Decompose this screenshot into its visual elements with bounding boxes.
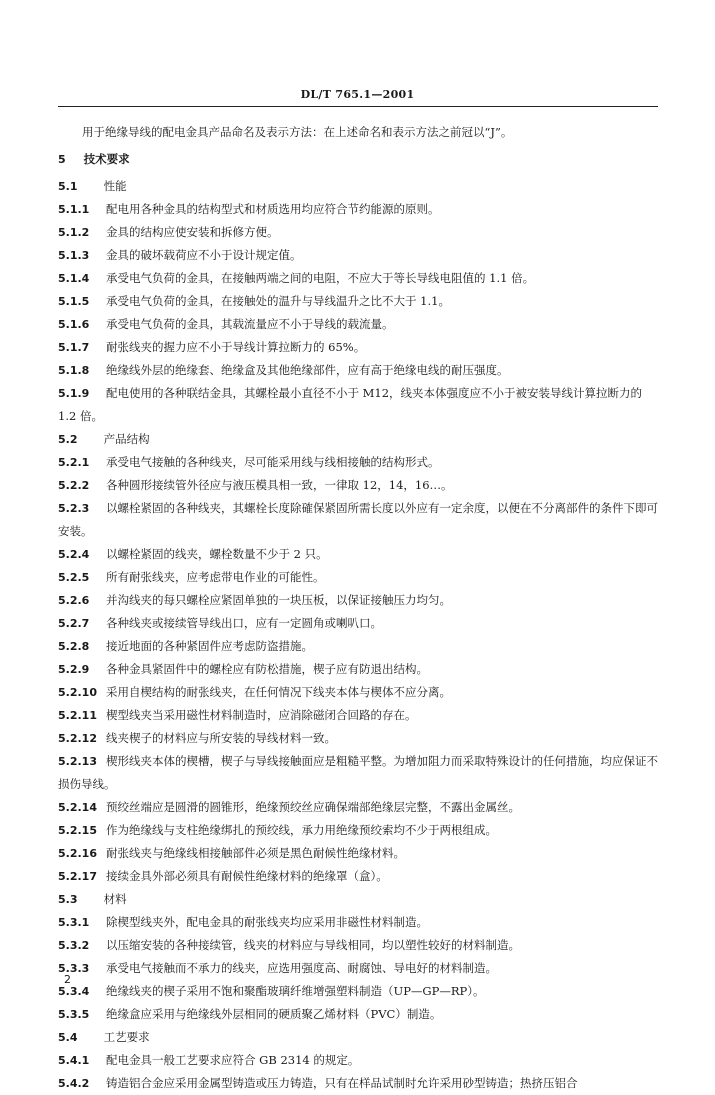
clause-5-2-10: 5.2.10 采用自楔结构的耐张线夹，在任何情况下线夹本体与楔体不应分离。 <box>58 685 451 699</box>
clause-5-1-3: 5.1.3 金具的破坏载荷应不小于设计规定值。 <box>58 248 302 262</box>
clause-5-2-12: 5.2.12 线夹楔子的材料应与所安装的导线材料一致。 <box>58 731 336 745</box>
clause-5-2-6: 5.2.6 并沟线夹的每只螺栓应紧固单独的一块压板，以保证接触压力均匀。 <box>58 593 451 607</box>
clause-5-2-5: 5.2.5 所有耐张线夹，应考虑带电作业的可能性。 <box>58 570 325 584</box>
clause-5-3-3: 5.3.3 承受电气接触而不承力的线夹，应选用强度高、耐腐蚀、导电好的材料制造。 <box>58 961 497 975</box>
section-5-heading <box>58 148 658 171</box>
clause-5-2-1: 5.2.1 承受电气接触的各种线夹，尽可能采用线与线相接触的结构形式。 <box>58 455 440 469</box>
clause-5-2-15: 5.2.15 作为绝缘线与支柱绝缘绑扎的预绞线，承力用绝缘预绞索均不少于两根组成。 <box>58 823 497 837</box>
clause-5-3-5: 5.3.5 绝缘盒应采用与绝缘线外层相同的硬质聚乙烯材料（PVC）制造。 <box>58 1007 442 1021</box>
clause-5-1-2: 5.1.2 金具的结构应使安装和拆修方便。 <box>58 225 279 239</box>
clause-5-2-14: 5.2.14 预绞丝端应是圆滑的圆锥形，绝缘预绞丝应确保端部绝缘层完整，不露出金属丝。 <box>58 800 520 814</box>
clause-5-2-11: 5.2.11 楔型线夹当采用磁性材料制造时，应消除磁闭合回路的存在。 <box>58 708 417 722</box>
section-title: 技术要求 <box>83 152 130 166</box>
page-number: 2 <box>64 973 71 986</box>
clause-5-1-4: 5.1.4 承受电气负荷的金具，在接触两端之间的电阻，不应大于等长导线电阻值的 1.1 倍。 <box>58 271 535 285</box>
clause-5-2-16: 5.2.16 耐张线夹与绝缘线相接触部件必须是黑色耐候性绝缘材料。 <box>58 846 405 860</box>
subsection-5-3-heading: 5.3 材料 <box>58 892 127 906</box>
clause-5-1-9: 5.1.9 配电使用的各种联结金具，其螺栓最小直径不小于 M12，线夹本体强度应不小于被安装导线计算拉断力的 1.2 倍。 <box>58 386 643 423</box>
clause-5-3-1: 5.3.1 除楔型线夹外，配电金具的耐张线夹均应采用非磁性材料制造。 <box>58 915 428 929</box>
clause-5-1-6: 5.1.6 承受电气负荷的金具，其载流量应不小于导线的载流量。 <box>58 317 394 331</box>
clause-5-3-4: 5.3.4 绝缘线夹的楔子采用不饱和聚酯玻璃纤维增强塑料制造（UP—GP—RP）。 <box>58 984 485 998</box>
intro-paragraph: 用于绝缘导线的配电金具产品命名及表示方法：在上述命名和表示方法之前冠以“J”。 <box>82 125 513 139</box>
clause-5-2-9: 5.2.9 各种金具紧固件中的螺栓应有防松措施，楔子应有防退出结构。 <box>58 662 428 676</box>
clause-5-1-1: 5.1.1 配电用各种金具的结构型式和材质选用均应符合节约能源的原则。 <box>58 202 440 216</box>
section-number: 5 <box>58 153 66 166</box>
standard-code-header: DL/T 765.1—2001 <box>300 88 415 101</box>
clause-5-1-5: 5.1.5 承受电气负荷的金具，在接触处的温升与导线温升之比不大于 1.1。 <box>58 294 450 308</box>
subsection-5-1-heading: 5.1 性能 <box>58 179 127 193</box>
clause-5-3-2: 5.3.2 以压缩安装的各种接续管，线夹的材料应与导线相同，均以塑性较好的材料制造。 <box>58 938 520 952</box>
clause-5-4-1: 5.4.1 配电金具一般工艺要求应符合 GB 2314 的规定。 <box>58 1053 360 1067</box>
subsection-5-4-heading: 5.4 工艺要求 <box>58 1030 150 1044</box>
clause-5-2-13: 5.2.13 楔形线夹本体的楔槽，楔子与导线接触面应是粗糙平整。为增加阻力而采取特殊设计的任何措施，均应保证不损伤导线。 <box>58 754 658 791</box>
clause-5-4-2: 5.4.2 铸造铝合金应采用金属型铸造或压力铸造，只有在样品试制时允许采用砂型铸造；热挤压铝合 <box>58 1076 578 1090</box>
clause-5-1-8: 5.1.8 绝缘线外层的绝缘套、绝缘盒及其他绝缘部件，应有高于绝缘电线的耐压强度。 <box>58 363 509 377</box>
clause-5-2-2: 5.2.2 各种圆形接续管外径应与液压模具相一致，一律取 12，14，16…。 <box>58 478 453 492</box>
clause-5-2-17: 5.2.17 接续金具外部必须具有耐候性绝缘材料的绝缘罩（盒）。 <box>58 869 388 883</box>
clause-5-2-7: 5.2.7 各种线夹或接续管导线出口，应有一定圆角或喇叭口。 <box>58 616 382 630</box>
clause-5-2-8: 5.2.8 接近地面的各种紧固件应考虑防盗措施。 <box>58 639 313 653</box>
clause-5-2-3: 5.2.3 以螺栓紧固的各种线夹，其螺栓长度除確保紧固所需长度以外应有一定余度，以便在不分离部件的条件下即可安装。 <box>58 501 658 538</box>
page-body <box>58 121 658 1095</box>
header-rule <box>58 106 658 107</box>
subsection-5-2-heading: 5.2 产品结构 <box>58 432 150 446</box>
clause-5-1-7: 5.1.7 耐张线夹的握力应不小于导线计算拉断力的 65%。 <box>58 340 366 354</box>
clause-5-2-4: 5.2.4 以螺栓紧固的线夹，螺栓数量不少于 2 只。 <box>58 547 328 561</box>
